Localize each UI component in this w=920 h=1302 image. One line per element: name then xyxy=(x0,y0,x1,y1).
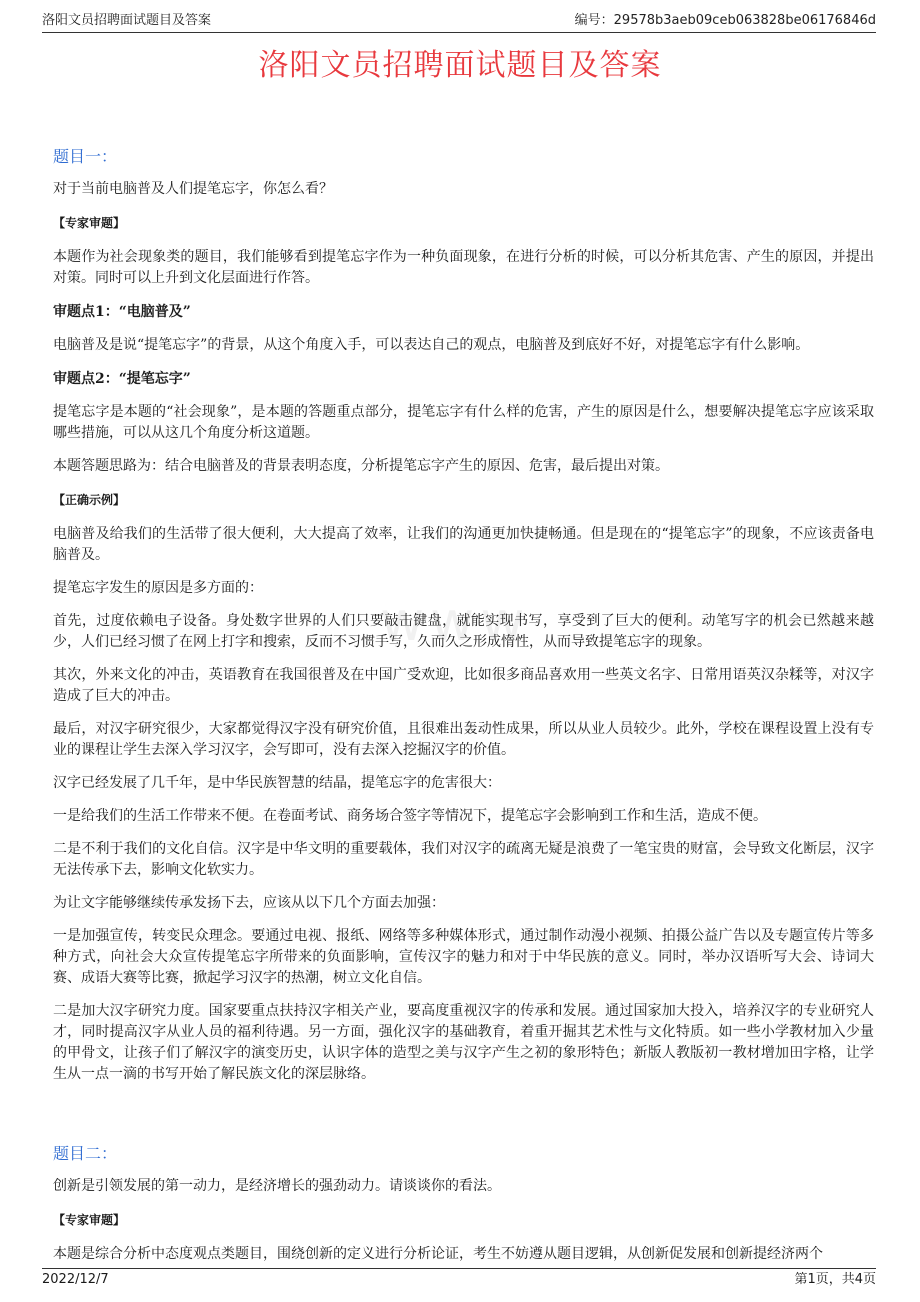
analysis-paragraph: 本题是综合分析中态度观点类题目，围绕创新的定义进行分析论证，考生不妨遵从题目逻辑，从创新促发展和创新提经济两个 xyxy=(53,1246,823,1262)
expert-review-tag: 【专家审题】 xyxy=(53,216,126,230)
header-doc-title: 洛阳文员招聘面试题目及答案 xyxy=(42,13,212,28)
page-number: 第1页，共4页 xyxy=(794,1272,876,1287)
expert-review-tag: 【专家审题】 xyxy=(53,1213,126,1227)
answer-paragraph: 首先，过度依赖电子设备。身处数字世界的人们只要敲击键盘，就能实现书写，享受到了巨大的便利。动笔写字的机会已然越来越少，人们已经习惯了在网上打字和搜索，反而不习惯手写，久而久之形成惰性，从而导致提笔忘字的现象。 xyxy=(53,613,874,650)
page-footer xyxy=(42,1268,876,1291)
answer-paragraph: 为让文字能够继续传承发扬下去，应该从以下几个方面去加强： xyxy=(53,895,445,911)
review-point-2-title: 审题点2：“提笔忘字” xyxy=(53,371,191,387)
analysis-paragraph: 本题作为社会现象类的题目，我们能够看到提笔忘字作为一种负面现象，在进行分析的时候，可以分析其危害、产生的原因，并提出对策。同时可以上升到文化层面进行作答。 xyxy=(53,249,874,286)
question-1-heading: 题目一： xyxy=(53,147,118,166)
approach-paragraph: 本题答题思路为：结合电脑普及的背景表明态度，分析提笔忘字产生的原因、危害，最后提出对策。 xyxy=(53,458,669,474)
footer-date: 2022/12/7 xyxy=(42,1272,109,1287)
review-point-2-text: 提笔忘字是本题的“社会现象”，是本题的答题重点部分，提笔忘字有什么样的危害，产生的原因是什么，想要解决提笔忘字应该采取哪些措施，可以从这几个角度分析这道题。 xyxy=(53,404,874,441)
answer-paragraph: 最后，对汉字研究很少，大家都觉得汉字没有研究价值，且很难出轰动性成果，所以从业人员较少。此外，学校在课程设置上没有专业的课程让学生去深入学习汉字，会写即可，没有去深入挖掘汉字的价值。 xyxy=(53,721,874,758)
page-title: 洛阳文员招聘面试题目及答案 xyxy=(258,48,662,83)
review-point-1-text: 电脑普及是说“提笔忘字”的背景，从这个角度入手，可以表达自己的观点，电脑普及到底好不好，对提笔忘字有什么影响。 xyxy=(53,337,810,353)
question-2-heading: 题目二： xyxy=(53,1144,118,1163)
answer-paragraph: 一是给我们的生活工作带来不便。在卷面考试、商务场合签字等情况下，提笔忘字会影响到工作和生活，造成不便。 xyxy=(53,808,767,824)
answer-paragraph: 二是加大汉字研究力度。国家要重点扶持汉字相关产业，要高度重视汉字的传承和发展。通过国家加大投入，培养汉字的专业研究人才，同时提高汉字从业人员的福利待遇。另一方面，强化汉字的基础教育，着重开掘其艺术性与文化特质。如一些小学教材加入少量的甲骨文，让孩子们了解汉字的演变历史，认识字体的造型之美与汉字产生之初的象形特色；新版人教版初一教材增加田字格，让学生从一点一滴的书写开始了解民族文化的深层脉络。 xyxy=(53,1003,874,1082)
review-point-1-title: 审题点1：“电脑普及” xyxy=(53,304,191,320)
answer-paragraph: 其次，外来文化的冲击，英语教育在我国很普及在中国广受欢迎，比如很多商品喜欢用一些英文名字、日常用语英汉杂糅等，对汉字造成了巨大的冲击。 xyxy=(53,667,874,704)
answer-paragraph: 一是加强宣传，转变民众理念。要通过电视、报纸、网络等多种媒体形式，通过制作动漫小视频、拍摄公益广告以及专题宣传片等多种方式，向社会大众宣传提笔忘字所带来的负面影响，宣传汉字的魅力和对于中华民族的意义。同时，举办汉语听写大会、诗词大赛、成语大赛等比赛，掀起学习汉字的热潮，树立文化自信。 xyxy=(53,928,874,986)
document-body xyxy=(53,130,874,1277)
answer-paragraph: 电脑普及给我们的生活带了很大便利，大大提高了效率，让我们的沟通更加快捷畅通。但是现在的“提笔忘字”的现象，不应该责备电脑普及。 xyxy=(53,526,874,563)
question-2-text: 创新是引领发展的第一动力，是经济增长的强劲动力。请谈谈你的看法。 xyxy=(53,1178,501,1194)
header-doc-number: 编号：29578b3aeb09ceb063828be06176846d xyxy=(574,13,876,28)
answer-paragraph: 二是不利于我们的文化自信。汉字是中华文明的重要载体，我们对汉字的疏离无疑是浪费了一笔宝贵的财富，会导致文化断层，汉字无法传承下去，影响文化软实力。 xyxy=(53,841,874,878)
answer-paragraph: 提笔忘字发生的原因是多方面的： xyxy=(53,580,263,596)
watermark: www xyxy=(380,590,531,653)
correct-example-tag: 【正确示例】 xyxy=(53,493,126,507)
question-1-text: 对于当前电脑普及人们提笔忘字，你怎么看？ xyxy=(53,181,333,197)
page-header xyxy=(42,10,876,33)
answer-paragraph: 汉字已经发展了几千年，是中华民族智慧的结晶，提笔忘字的危害很大： xyxy=(53,775,501,791)
